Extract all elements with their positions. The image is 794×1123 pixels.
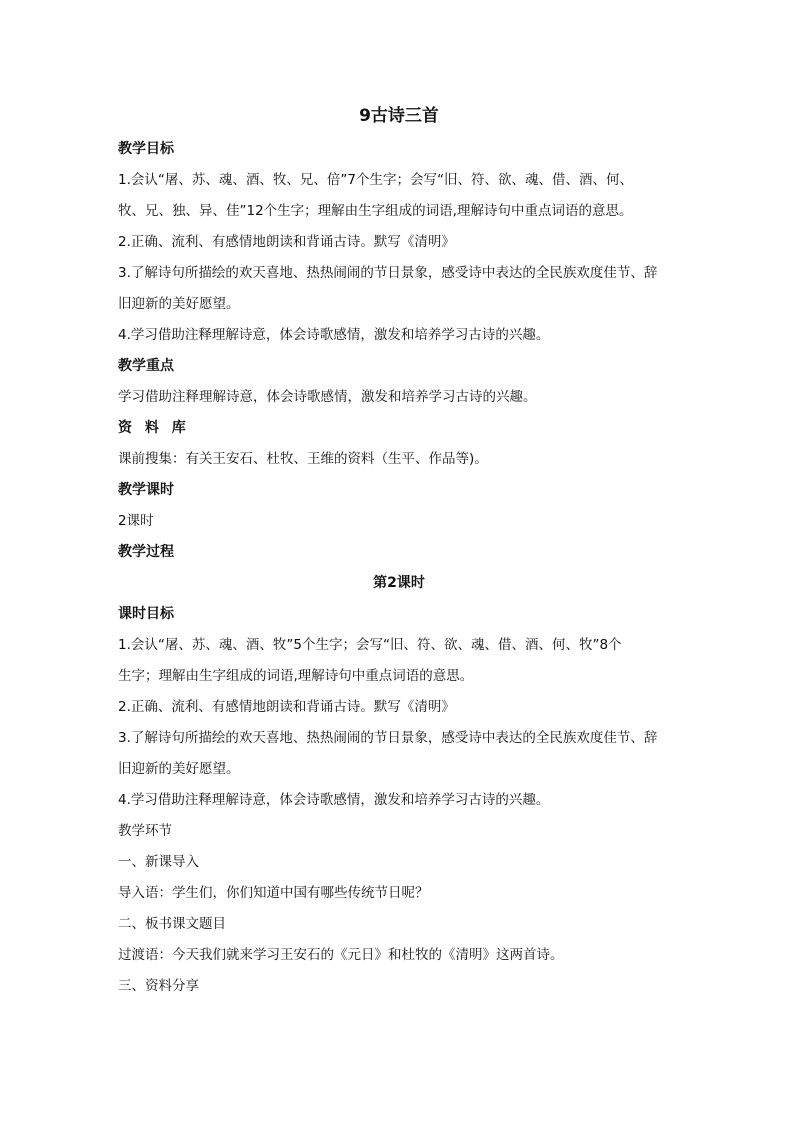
lesson-goals-heading: 课时目标 — [118, 606, 174, 622]
goal-line: 3.了解诗句所描绘的欢天喜地、热热闹闹的节日景象，感受诗中表达的全民族欢度佳节、辞 — [118, 265, 658, 281]
goals-heading: 教学目标 — [118, 141, 174, 157]
hours-text: 2课时 — [118, 513, 154, 529]
goal-line: 牧、兄、独、异、佳”12个生字；理解由生字组成的词语,理解诗句中重点词语的意思。 — [118, 203, 633, 219]
goal-line: 1.会认“屠、苏、魂、酒、牧、兄、倍”7个生字；会写“旧、符、欲、魂、借、酒、何、 — [118, 172, 633, 188]
resources-text: 课前搜集：有关王安石、杜牧、王维的资料（生平、作品等)。 — [118, 451, 488, 467]
step-line: 二、板书课文题目 — [118, 916, 226, 932]
hours-heading: 教学课时 — [118, 482, 174, 498]
goal-line: 2.正确、流利、有感情地朗读和背诵古诗。默写《清明》 — [118, 234, 455, 250]
step-line: 导入语：学生们，你们知道中国有哪些传统节日呢？ — [118, 885, 429, 901]
step-line: 过渡语：今天我们就来学习王安石的《元日》和杜牧的《清明》这两首诗。 — [118, 947, 564, 963]
lesson-goal-line: 生字；理解由生字组成的词语,理解诗句中重点词语的意思。 — [118, 668, 474, 684]
step-line: 三、资料分享 — [118, 978, 199, 994]
key-points-heading: 教学重点 — [118, 358, 174, 374]
step-line: 一、新课导入 — [118, 854, 199, 870]
goal-line: 4.学习借助注释理解诗意，体会诗歌感情，激发和培养学习古诗的兴趣。 — [118, 327, 550, 343]
process-heading: 教学过程 — [118, 544, 174, 560]
lesson-goal-line: 1.会认“屠、苏、魂、酒、牧”5个生字；会写“旧、符、欲、魂、借、酒、何、牧”8个 — [118, 637, 622, 653]
document-body — [118, 100, 680, 1002]
resources-heading: 资 料 库 — [118, 420, 190, 436]
steps-heading: 教学环节 — [118, 823, 172, 839]
lesson-goal-line: 4.学习借助注释理解诗意，体会诗歌感情，激发和培养学习古诗的兴趣。 — [118, 792, 550, 808]
lesson-goal-line: 3.了解诗句所描绘的欢天喜地、热热闹闹的节日景象，感受诗中表达的全民族欢度佳节、辞 — [118, 730, 658, 746]
lesson-goal-line: 2.正确、流利、有感情地朗读和背诵古诗。默写《清明》 — [118, 699, 455, 715]
lesson-title: 第2课时 — [373, 575, 425, 591]
goal-line: 旧迎新的美好愿望。 — [118, 296, 240, 312]
lesson-goal-line: 旧迎新的美好愿望。 — [118, 761, 240, 777]
key-points-text: 学习借助注释理解诗意，体会诗歌感情，激发和培养学习古诗的兴趣。 — [118, 389, 537, 405]
page-title: 9古诗三首 — [359, 106, 439, 126]
